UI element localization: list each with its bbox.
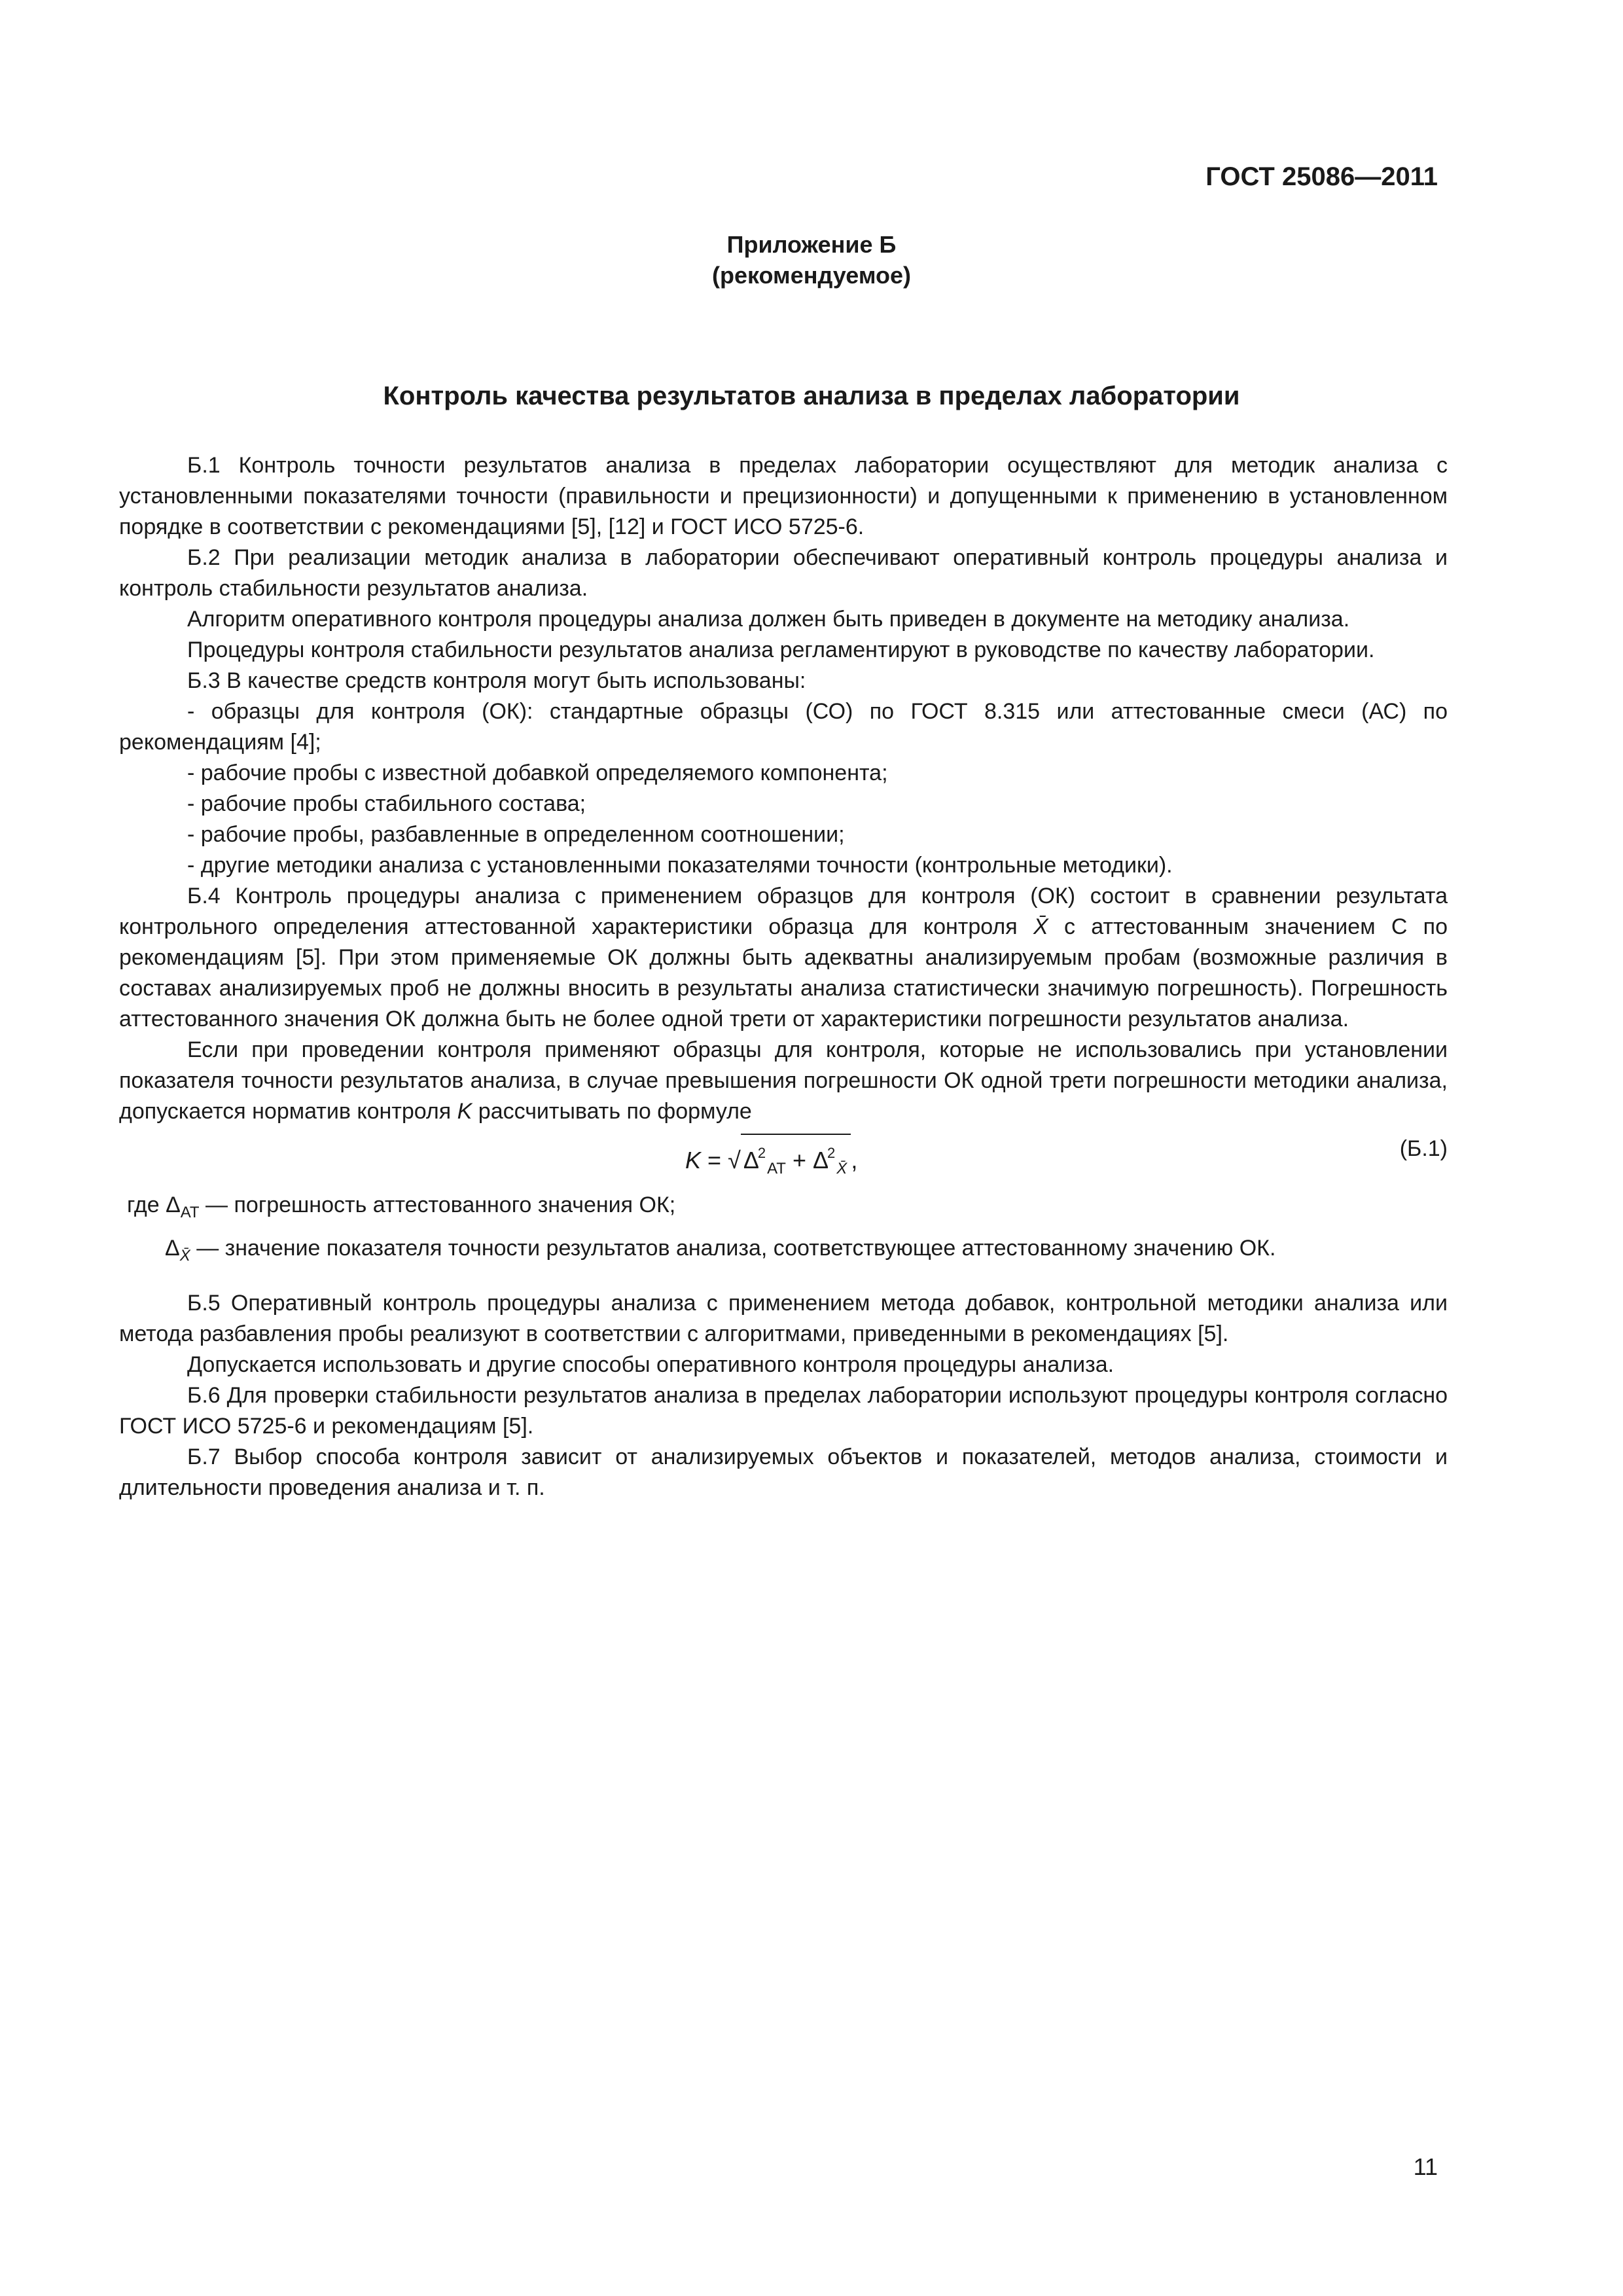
paragraph-b1: Б.1 Контроль точности результатов анализа в пределах лаборатории осуществляют для методик анализа с установленными показателями точности (правильности и прецизионности) и допущенными к применению в установленном порядке в соответствии с рекомендациями [5], [12] и ГОСТ ИСО 5725-6. xyxy=(119,453,1448,539)
delta-symbol: Δ xyxy=(743,1147,759,1174)
paragraph-b4 xyxy=(119,881,1448,1035)
subscript-x-bar: X̄ xyxy=(179,1247,190,1265)
list-item: - рабочие пробы стабильного состава; xyxy=(187,791,586,816)
formula-equals: = xyxy=(707,1147,722,1174)
where-definition-2 xyxy=(165,1233,1448,1271)
plus-sign: + xyxy=(792,1147,806,1174)
list-item: - образцы для контроля (ОК): стандартные образцы (СО) по ГОСТ 8.315 или аттестованные смеси (АС) по рекомендациям [4]; xyxy=(119,699,1448,755)
b4c-text-end: рассчитывать по формуле xyxy=(478,1099,752,1124)
variable-k: K xyxy=(457,1099,473,1124)
document-body xyxy=(119,450,1448,1503)
formula-b1 xyxy=(119,1130,1448,1183)
list-item: - рабочие пробы с известной добавкой определяемого компонента; xyxy=(187,761,888,785)
paragraph-b2: Б.2 При реализации методик анализа в лаборатории обеспечивают оперативный контроль процедуры анализа и контроль стабильности результатов анализа. xyxy=(119,545,1448,601)
paragraph-b4-continued xyxy=(119,1035,1448,1127)
b4-text-start: Б.4 Контроль процедуры анализа с применением образцов для контроля (ОК) состоит в сравнении результата контрольного определения аттестованной характеристики образца для контроля xyxy=(119,884,1448,939)
sqrt-radicand xyxy=(741,1134,851,1184)
subscript-at: АТ xyxy=(767,1160,786,1177)
b4c-text-start: Если при проведении контроля применяют образцы для контроля, которые не использовались при установлении показателя точности результатов анализа, в случае превышения погрешности ОК одной трети погрешности методики анализа, допускается норматив контроля xyxy=(119,1037,1448,1124)
paragraph-b2-procedures: Процедуры контроля стабильности результатов анализа регламентируют в руководстве по качеству лаборатории. xyxy=(187,637,1375,662)
list-item: - другие методики анализа с установленными показателями точности (контрольные методики). xyxy=(187,853,1173,878)
formula-number: (Б.1) xyxy=(1399,1136,1448,1161)
list-item: - рабочие пробы, разбавленные в определенном соотношении; xyxy=(187,822,845,847)
paragraph-b6: Б.6 Для проверки стабильности результатов анализа в пределах лаборатории используют процедуры контроля согласно ГОСТ ИСО 5725-6 и рекомендациям [5]. xyxy=(119,1383,1448,1439)
paragraph-b3: Б.3 В качестве средств контроля могут быть использованы: xyxy=(187,668,806,693)
formula-expression xyxy=(685,1134,857,1184)
paragraph-b5: Б.5 Оперативный контроль процедуры анализа с применением метода добавок, контрольной методики анализа или метода разбавления пробы реализуют в соответствии с алгоритмами, приведенными в рекомендациях [5]. xyxy=(119,1291,1448,1346)
sqrt-sign: √ xyxy=(728,1147,741,1174)
delta-symbol: Δ xyxy=(165,1236,180,1261)
subscript-x-bar: X̄ xyxy=(836,1160,847,1177)
definition-text: — погрешность аттестованного значения ОК; xyxy=(205,1193,676,1217)
page-number: 11 xyxy=(1413,2153,1438,2180)
section-title: Контроль качества результатов анализа в пределах лаборатории xyxy=(383,382,1240,410)
paragraph-b7: Б.7 Выбор способа контроля зависит от анализируемых объектов и показателей, методов анализа, стоимости и длительности проведения анализа и т. п. xyxy=(119,1444,1448,1500)
paragraph-b2-algorithm: Алгоритм оперативного контроля процедуры анализа должен быть приведен в документе на методику анализа. xyxy=(187,607,1350,632)
b4-text-end: с аттестованным значением С по рекомендациям [5]. При этом применяемые ОК должны быть адекватны анализируемым пробам (возможные различия в составах анализируемых проб не должны вносить в результаты анализа статистически значимую погрешность). Погрешность аттестованного значения ОК должна быть не более одной трети от характеристики погрешности результатов анализа. xyxy=(119,914,1448,1031)
where-definition-1 xyxy=(127,1190,1448,1228)
formula-lhs: K xyxy=(685,1147,702,1174)
where-prefix: где xyxy=(127,1193,160,1217)
variable-x-bar: X̄ xyxy=(1033,914,1048,939)
subscript-at: АТ xyxy=(180,1204,200,1221)
appendix-status: (рекомендуемое) xyxy=(712,262,911,289)
definition-text: — значение показателя точности результатов анализа, соответствующее аттестованному значению ОК. xyxy=(196,1236,1276,1261)
delta-symbol: Δ xyxy=(166,1193,181,1217)
appendix-title: Приложение Б xyxy=(726,231,897,258)
formula-comma: , xyxy=(851,1147,858,1174)
superscript: 2 xyxy=(827,1145,836,1161)
superscript: 2 xyxy=(757,1145,766,1161)
paragraph-b5-other: Допускается использовать и другие способы оперативного контроля процедуры анализа. xyxy=(187,1352,1115,1377)
delta-symbol: Δ xyxy=(813,1147,829,1174)
standard-number: ГОСТ 25086—2011 xyxy=(1205,162,1438,191)
